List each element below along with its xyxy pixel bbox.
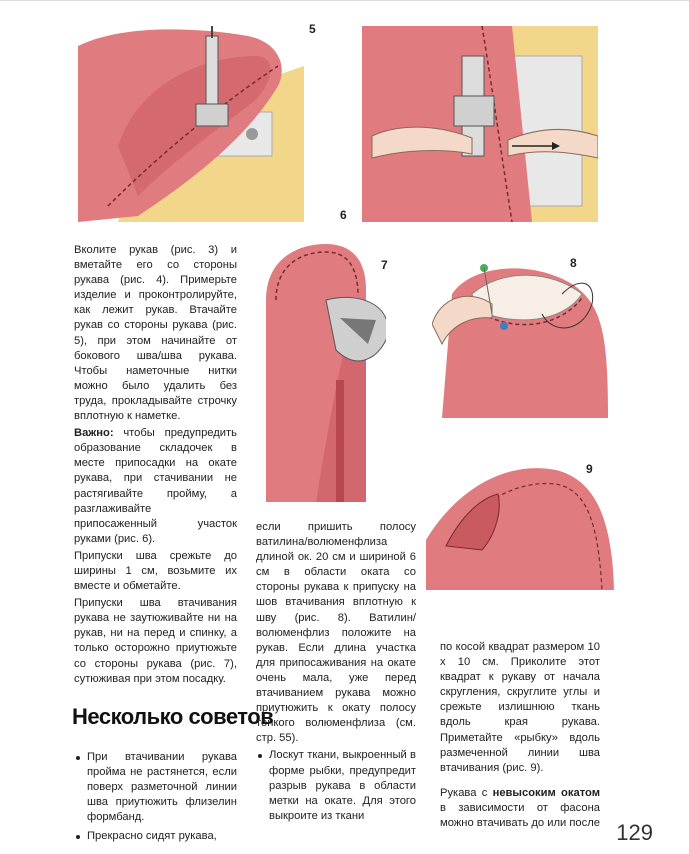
figure-5-illustration	[78, 26, 304, 222]
col1-important-paragraph	[74, 426, 237, 547]
col3-p2-end: в зависимости от фасона можно втачивать до или после	[440, 801, 600, 830]
figure-5-number: 5	[309, 22, 316, 36]
col1-paragraph-3: Припуски шва срежьте до ширины 1 см, возьмите их вместе и обметайте.	[74, 549, 237, 593]
figure-5-sewing-sleeve	[78, 22, 316, 222]
figure-8-pinning-volume-strip	[432, 254, 612, 418]
top-rule	[0, 0, 689, 1]
col3-p2-start: Рукава с	[440, 786, 493, 799]
figure-9-number: 9	[586, 462, 593, 476]
figure-7-illustration	[256, 240, 386, 502]
list-item: При втачивании рукава пройма не растянется, если поверх разметочной линии шва приутюжить флизелин формбанд.	[74, 750, 237, 825]
figure-8-number: 8	[570, 256, 577, 270]
col1-paragraph-1: Вколите рукав (рис. 3) и вметайте его со стороны рукава (рис. 4). Примерьте изделие и проконтролируйте, как лежит рукав. Втачайте рукав со стороны рукава (рис. 5), при этом начинайте от бокового шва/шва рукава. Чтобы наметочные нитки можно было удалить без труда, прокладывайте строчку вплотную к наметке.	[74, 244, 237, 423]
col1-paragraph-4: Припуски шва втачивания рукава не заутюживайте ни на рукав, ни на перед и спинку, а только осторожно приутюжьте со стороны рукава (рис. 7), сутюживая при этом посадку.	[74, 597, 237, 685]
figure-8-illustration	[432, 254, 612, 418]
figure-9-fish-patch	[426, 450, 616, 590]
col3-paragraph-2	[440, 786, 600, 831]
text-column-1-bullets	[74, 750, 237, 845]
list-item: Лоскут ткани, выкроенный в форме рыбки, предупредит разрыв рукава в области метки на окате. Для этого выкроите из ткани	[256, 748, 416, 823]
text-column-1	[74, 243, 237, 689]
section-heading: Несколько советов	[72, 704, 274, 729]
text-column-3	[440, 640, 600, 833]
text-column-2	[256, 520, 416, 824]
col2-paragraph-1: если пришить полосу ватилина/волюменфлиза длиной ок. 20 см и шириной 6 см в области оката со стороны рукава к припуску на шов втачивания вплотную к шву (рис. 8). Ватилин/волюменфлиз положите на рукав. Если длина участка для припосаживания на окате очень мала, уже перед втачиванием рукава можно приутюжить к окату полосу тонкого волюменфлиза (см. стр. 55).	[256, 521, 416, 745]
list-item: Прекрасно сидят рукава,	[74, 829, 237, 844]
figure-6-stitching-with-hands	[340, 26, 598, 222]
figure-6-number: 6	[340, 208, 347, 222]
figure-7-pressing-sleeve	[256, 240, 386, 502]
figure-7-number: 7	[381, 258, 388, 272]
page-number: 129	[616, 820, 653, 845]
important-label: Важно:	[74, 427, 114, 440]
col3-p2-bold: невысоким окатом	[492, 786, 600, 799]
col3-paragraph-1: по косой квадрат размером 10 х 10 см. Приколите этот квадрат к рукаву от начала скругления, скруглите углы и срежьте излишнюю ткань вдоль края рукава. Приметайте «рыбку» вдоль размеченной линии шва втачивания (рис. 9).	[440, 641, 600, 774]
figure-6-illustration	[362, 26, 598, 222]
important-text: чтобы предупредить образование складочек в месте припосадки на окате рукава, при стачивании не растягивайте пройму, а разглаживайте припосаженный участок руками (рис. 6).	[74, 427, 237, 545]
